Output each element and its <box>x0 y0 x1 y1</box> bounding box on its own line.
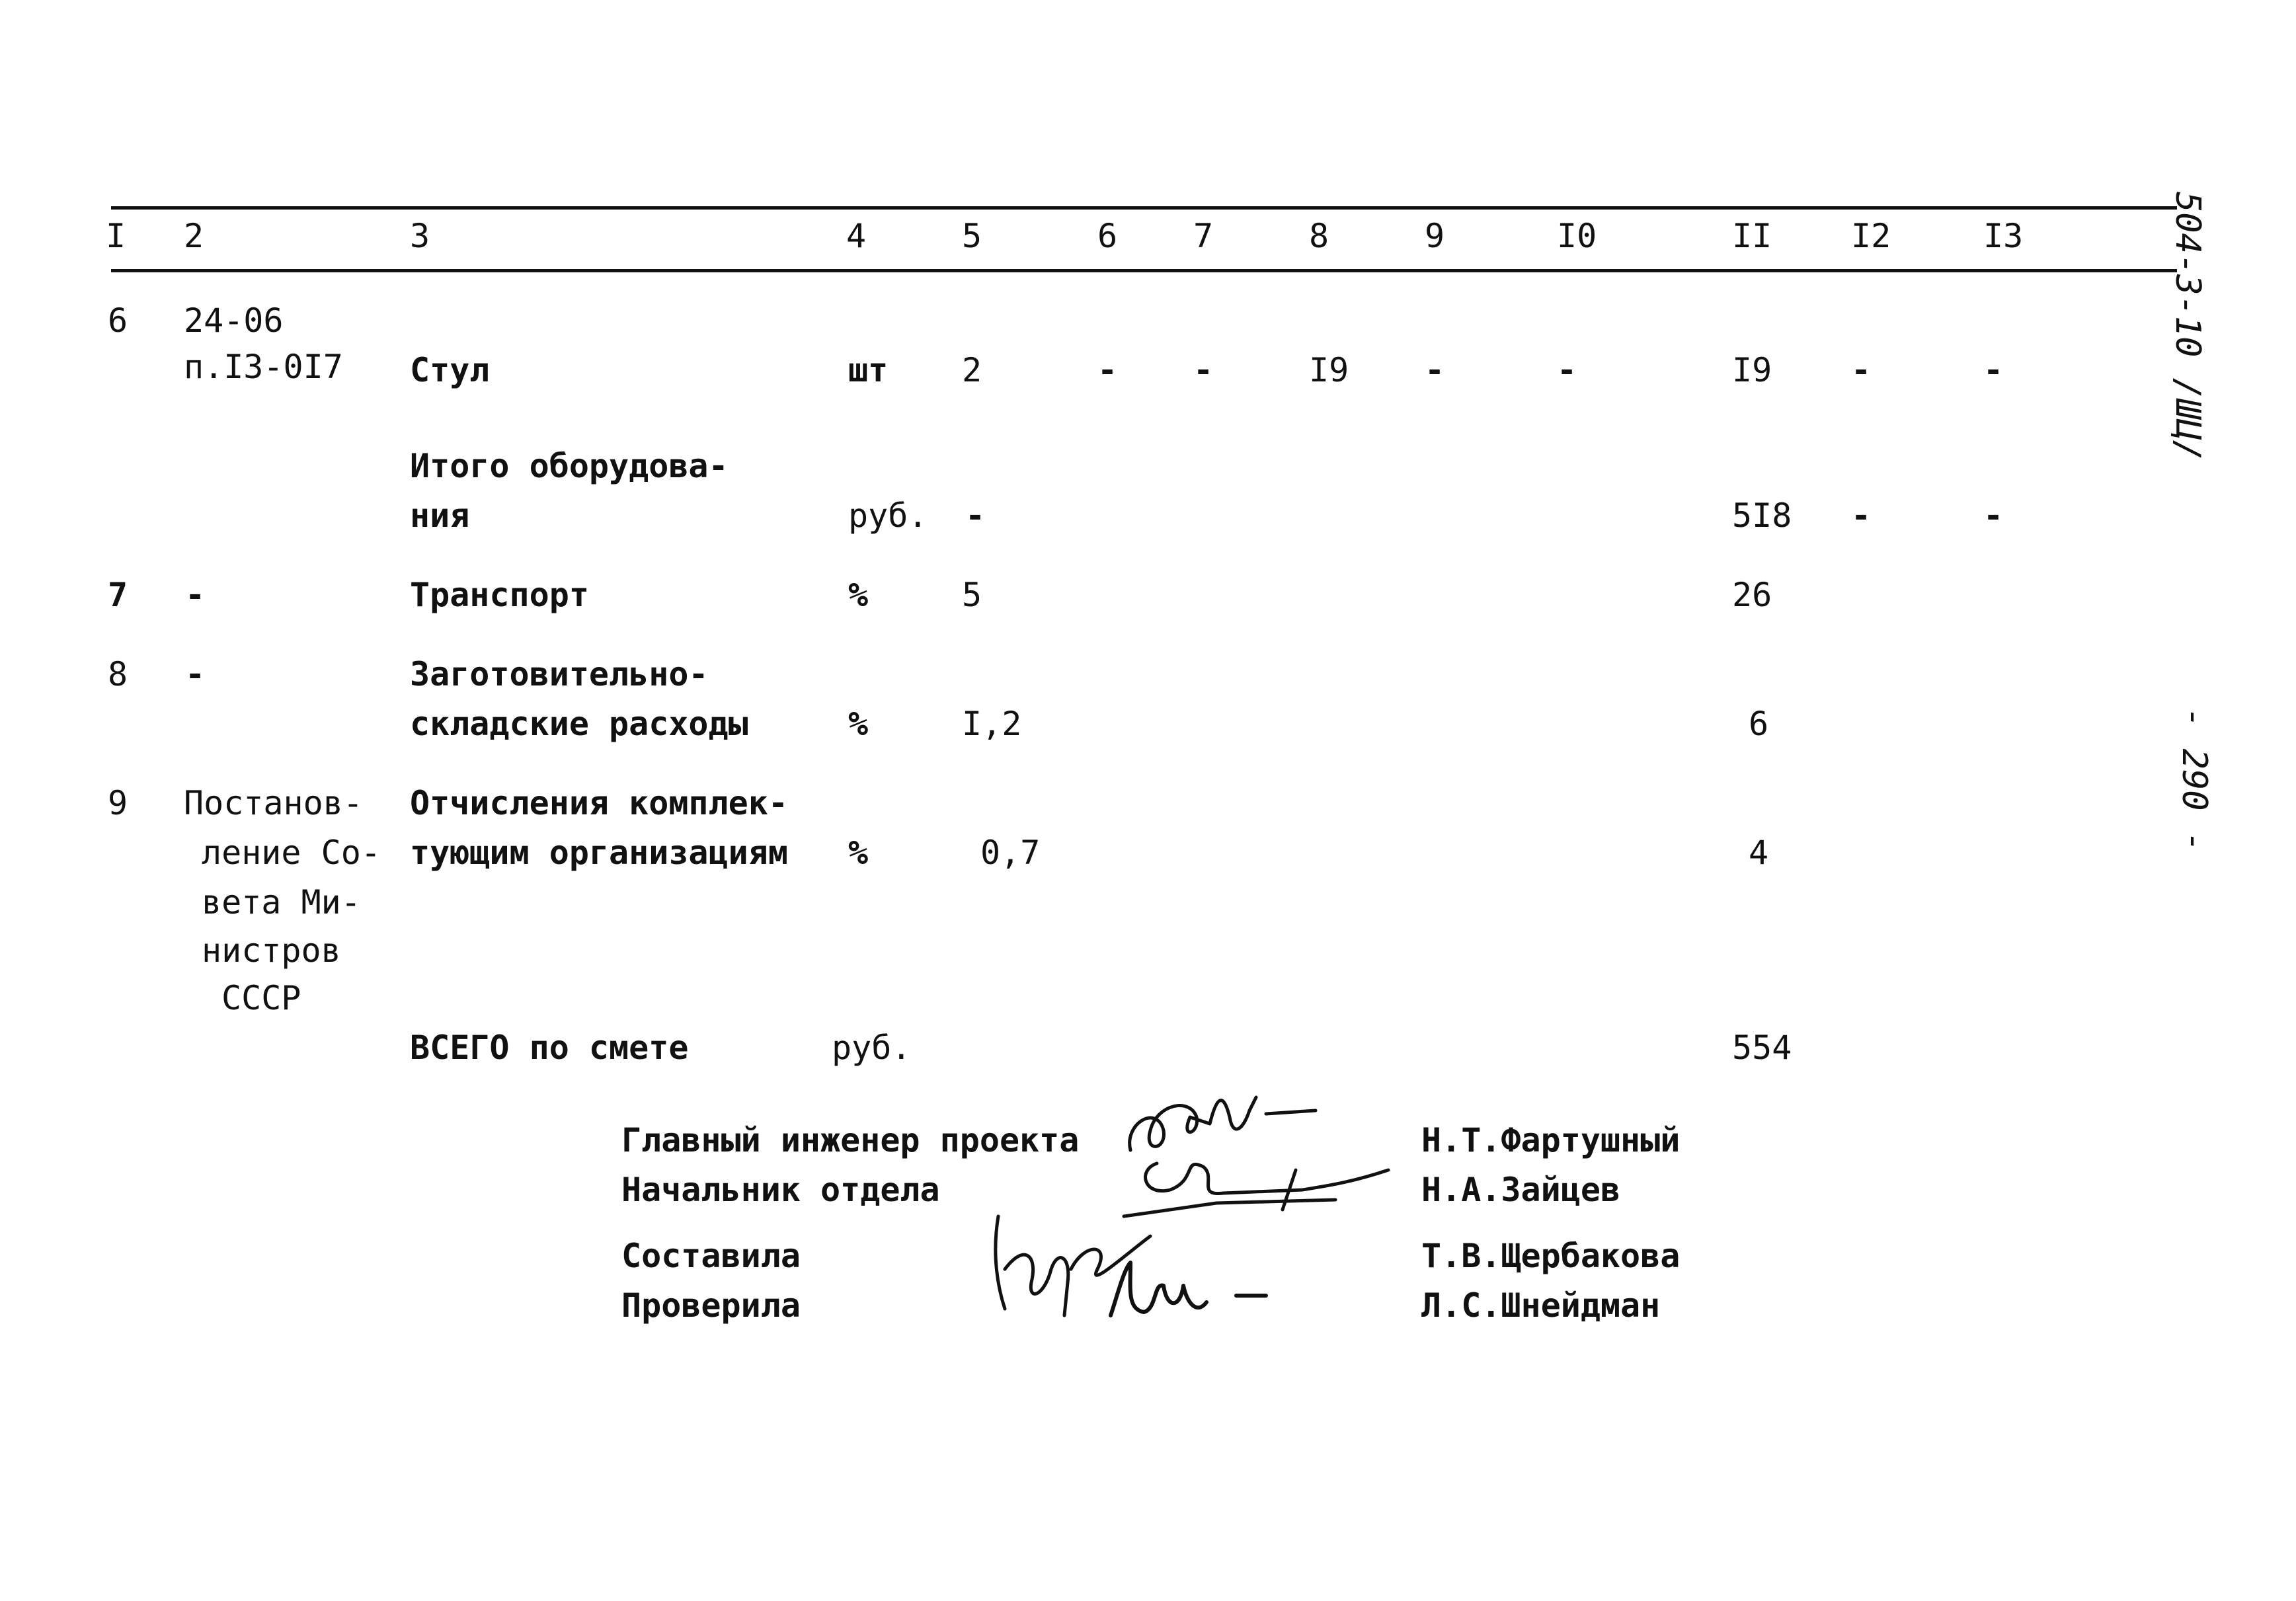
signature-name-checked-by: Л.С.Шнейдман <box>1421 1286 1661 1325</box>
row-col6: - <box>1097 351 1118 389</box>
header-col-12: I2 <box>1851 217 1891 255</box>
total-equipment-col5: - <box>965 496 986 535</box>
header-col-3: 3 <box>410 217 430 255</box>
row-code: - <box>185 576 206 614</box>
header-col-5: 5 <box>962 217 982 255</box>
row-number: 7 <box>108 576 128 614</box>
header-col-1: I <box>106 217 126 255</box>
header-col-9: 9 <box>1425 217 1445 255</box>
total-equipment-label-line1: Итого оборудова- <box>410 447 729 485</box>
row-name-line2: тующим организациям <box>410 834 788 872</box>
header-bottom-rule <box>111 269 2177 272</box>
total-equipment-unit: руб. <box>848 496 928 535</box>
page-number: - 290 - <box>2174 707 2214 853</box>
signature-name-head-of-department: Н.А.Зайцев <box>1421 1171 1621 1209</box>
row-col11: 6 <box>1749 705 1769 743</box>
row-unit: % <box>848 576 869 614</box>
row-col11: 26 <box>1732 576 1772 614</box>
row-unit: % <box>848 834 869 872</box>
header-col-8: 8 <box>1309 217 1329 255</box>
handwritten-signature-checked-by <box>1091 1256 1289 1329</box>
row-code-line5: СССР <box>221 979 301 1017</box>
row-col5: 2 <box>962 351 982 389</box>
row-col11: I9 <box>1732 351 1772 389</box>
row-col12: - <box>1851 351 1872 389</box>
header-col-13: I3 <box>1983 217 2024 255</box>
header-col-6: 6 <box>1097 217 1118 255</box>
total-equipment-col13: - <box>1983 496 2004 535</box>
signature-name-chief-engineer: Н.Т.Фартушный <box>1421 1121 1681 1159</box>
total-equipment-col11: 5I8 <box>1732 496 1792 535</box>
row-col9: - <box>1425 351 1445 389</box>
row-code-line2: п.I3-0I7 <box>184 348 343 386</box>
total-equipment-label-line2: ния <box>410 496 470 535</box>
row-code-line1: 24-06 <box>184 301 284 340</box>
row-col5: I,2 <box>962 705 1022 743</box>
row-col11: 4 <box>1749 834 1769 872</box>
row-col10: - <box>1557 351 1577 389</box>
row-name: Транспорт <box>410 576 589 614</box>
row-name-line1: Заготовительно- <box>410 655 709 693</box>
signature-role-compiled-by: Составила <box>621 1237 801 1275</box>
grand-total-unit: руб. <box>832 1029 912 1067</box>
row-col7: - <box>1193 351 1214 389</box>
header-col-7: 7 <box>1193 217 1214 255</box>
row-name-line1: Отчисления комплек- <box>410 784 788 822</box>
row-unit: % <box>848 705 869 743</box>
header-col-2: 2 <box>184 217 204 255</box>
row-code-line2: ление Со- <box>202 834 381 872</box>
row-unit: шт <box>848 351 889 389</box>
signature-name-compiled-by: Т.В.Щербакова <box>1421 1237 1681 1275</box>
signature-role-head-of-department: Начальник отдела <box>621 1171 940 1209</box>
total-equipment-col12: - <box>1851 496 1872 535</box>
row-col5: 0,7 <box>980 834 1041 872</box>
row-code-line1: Постанов- <box>184 784 363 822</box>
row-code: - <box>185 655 206 693</box>
row-name: Стул <box>410 351 490 389</box>
grand-total-value: 554 <box>1732 1029 1792 1067</box>
header-col-10: I0 <box>1557 217 1597 255</box>
row-code-line4: нистров <box>202 931 341 970</box>
row-number: 8 <box>108 655 128 693</box>
row-col13: - <box>1983 351 2004 389</box>
signature-role-chief-engineer: Главный инженер проекта <box>621 1121 1080 1159</box>
row-number: 6 <box>108 301 128 340</box>
grand-total-label: ВСЕГО по смете <box>410 1029 689 1067</box>
table-top-rule <box>111 206 2177 210</box>
row-col8: I9 <box>1309 351 1349 389</box>
header-col-4: 4 <box>846 217 867 255</box>
document-code: 504-3-10 /ШЦ/ <box>2168 192 2207 461</box>
header-col-11: II <box>1732 217 1772 255</box>
row-col5: 5 <box>962 576 982 614</box>
row-code-line3: вета Ми- <box>202 883 361 921</box>
signature-role-checked-by: Проверила <box>621 1286 801 1325</box>
row-name-line2: складские расходы <box>410 705 748 743</box>
row-number: 9 <box>108 784 128 822</box>
